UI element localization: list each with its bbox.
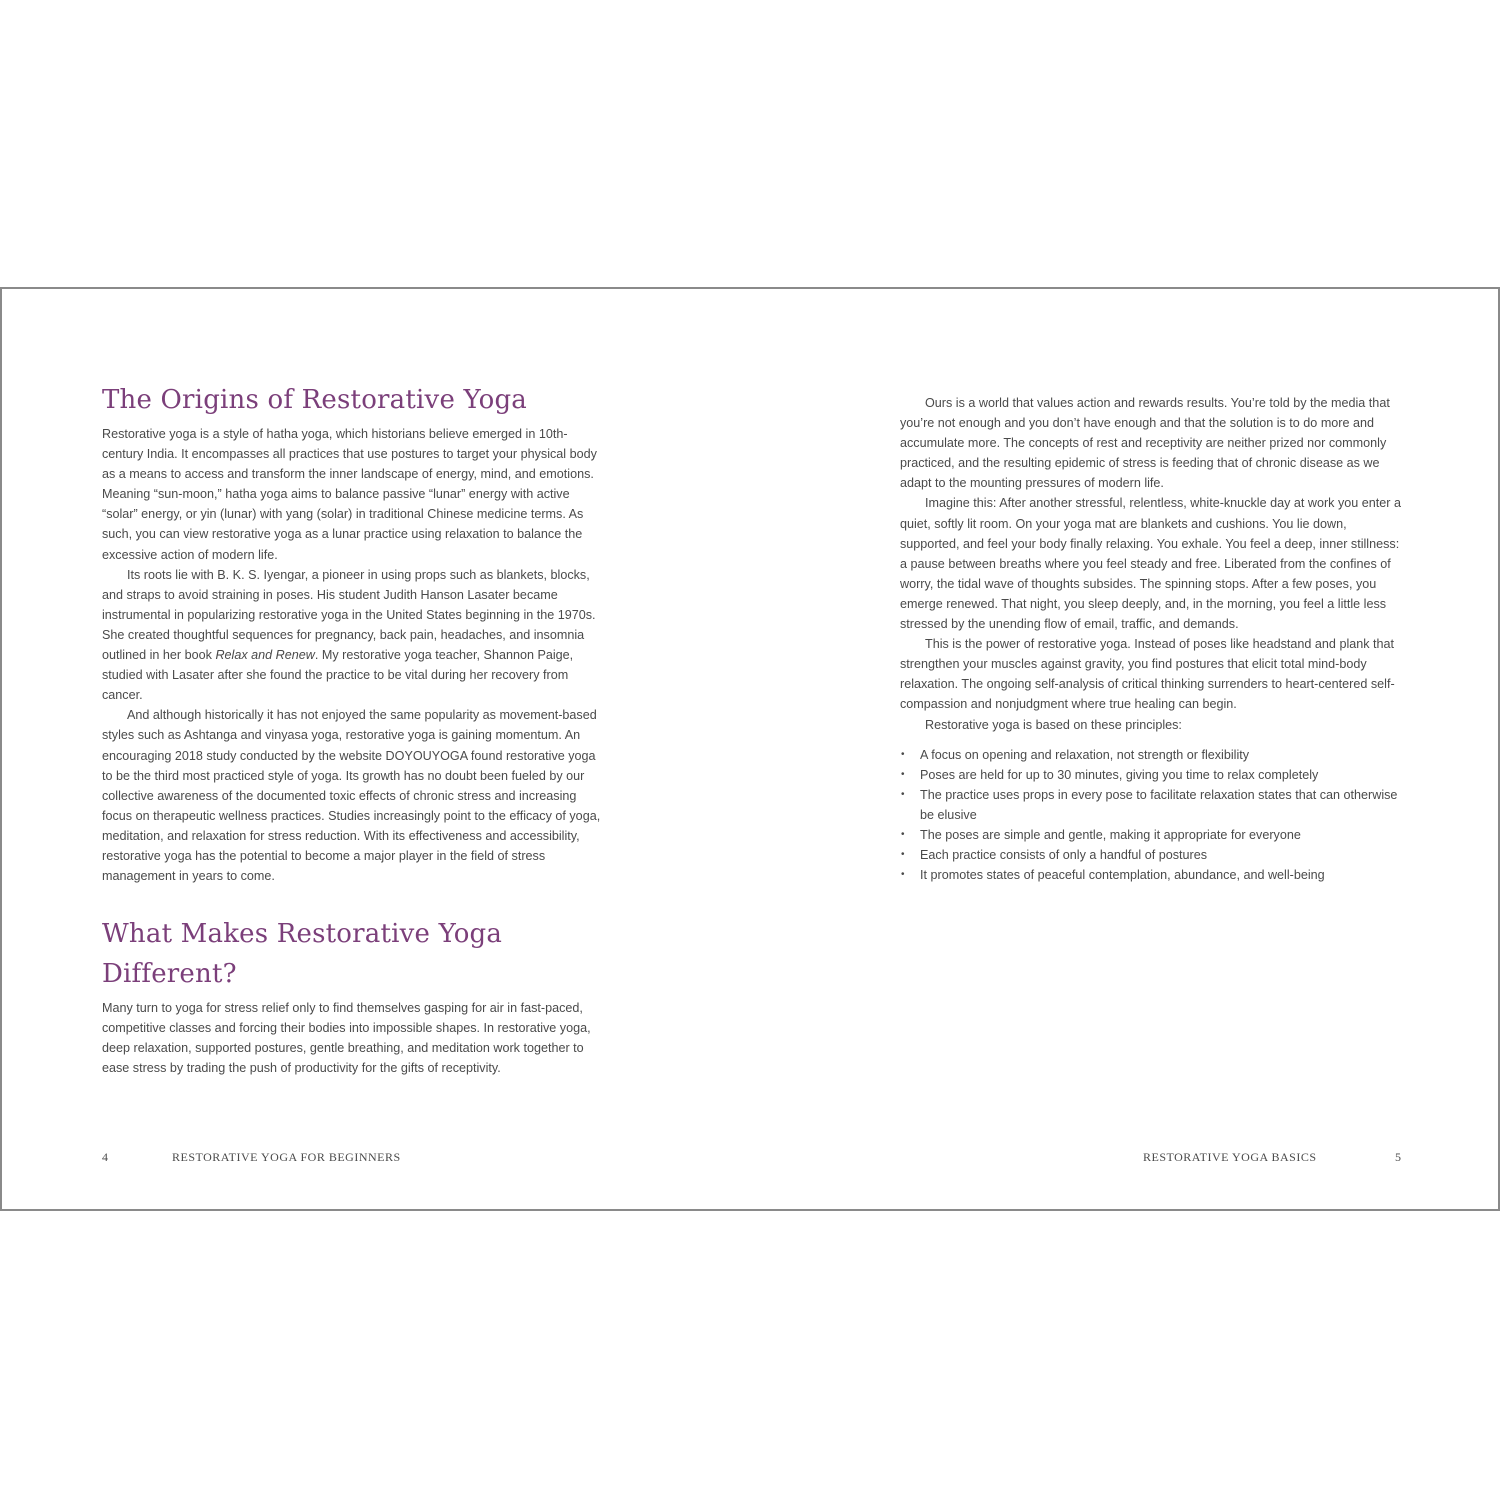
bullet-icon: • xyxy=(901,748,905,760)
principle-text: The practice uses props in every pose to facilitate relaxation states that can otherwise be elusive xyxy=(920,787,1398,822)
origins-section xyxy=(102,424,602,886)
heading-origins: The Origins of Restorative Yoga xyxy=(102,385,527,415)
principle-text: It promotes states of peaceful contemplation, abundance, and well-being xyxy=(920,868,1325,883)
bullet-icon: • xyxy=(901,828,905,840)
left-running-title: RESTORATIVE YOGA FOR BEGINNERS xyxy=(172,1150,401,1164)
bullet-icon: • xyxy=(901,788,905,800)
right-paragraph-2: Imagine this: After another stressful, relentless, white-knuckle day at work you enter a quiet, softly lit room. On your yoga mat are blankets and cushions. You lie down, supported, and feel your body finally relaxing. You exhale. You feel a deep, inner stillness: a pause between breaths where you feel steady and free. Liberated from the confines of worry, the tidal wave of thoughts subsides. The spinning stops. After a few poses, you emerge renewed. That night, you sleep deeply, and, in the morning, you feel a little less stressed by the unending flow of email, traffic, and demands. xyxy=(900,496,1401,632)
list-item xyxy=(900,765,1402,785)
principles-intro: Restorative yoga is based on these principles: xyxy=(925,717,1182,732)
right-section xyxy=(900,393,1402,885)
right-paragraph-3: This is the power of restorative yoga. Instead of poses like headstand and plank that strengthen your muscles against gravity, you find postures that elicit total mind-body relaxation. The ongoing self-analysis of critical thinking surrenders to heart-centered self-compassion and nonjudgment where true healing can begin. xyxy=(900,637,1395,712)
book-spread xyxy=(0,287,1500,1211)
book-title-relax-and-renew: Relax and Renew xyxy=(215,648,315,663)
origins-paragraph-2-text-end: . My restorative yoga teacher, Shannon Paige, studied with Lasater after she found the practice to be vital during her recovery from cancer. xyxy=(102,648,574,703)
right-paragraph-1: Ours is a world that values action and rewards results. You’re told by the media that you’re not enough and you don’t have enough and that the solution is to do more and accumulate more. The concepts of rest and receptivity are neither prized nor commonly practiced, and the resulting epidemic of stress is feeding that of chronic disease as we adapt to the mounting pressures of modern life. xyxy=(900,396,1390,491)
list-item xyxy=(900,865,1402,885)
right-running-title: RESTORATIVE YOGA BASICS xyxy=(1143,1150,1317,1164)
principle-text: Poses are held for up to 30 minutes, giving you time to relax completely xyxy=(920,767,1319,782)
list-item xyxy=(900,845,1402,865)
different-paragraph: Many turn to yoga for stress relief only to find themselves gasping for air in fast-paced, competitive classes and forcing their bodies into impossible shapes. In restorative yoga, deep relaxation, supported postures, gentle breathing, and meditation work together to ease stress by trading the push of productivity for the gifts of receptivity. xyxy=(102,1001,591,1076)
different-section xyxy=(102,998,602,1078)
origins-paragraph-3: And although historically it has not enjoyed the same popularity as movement-based styles such as Ashtanga and vinyasa yoga, restorative yoga is gaining momentum. An encouraging 2018 study conducted by the website DOYOUYOGA found restorative yoga to be the third most practiced style of yoga. Its growth has no doubt been fueled by our collective awareness of the documented toxic effects of chronic stress and increasing focus on therapeutic wellness practices. Studies increasingly point to the efficacy of yoga, meditation, and relaxation for stress reduction. With its effectiveness and accessibility, restorative yoga has the potential to become a major player in the field of stress management in years to come. xyxy=(102,708,601,884)
origins-paragraph-1: Restorative yoga is a style of hatha yoga, which historians believe emerged in 10th-century India. It encompasses all practices that use postures to target your physical body as a means to access and transform the inner landscape of energy, mind, and emotions. Meaning “sun-moon,” hatha yoga aims to balance passive “lunar” energy with active “solar” energy, or yin (lunar) with yang (solar) in traditional Chinese medicine terms. As such, you can view restorative yoga as a lunar practice using relaxation to balance the excessive action of modern life. xyxy=(102,427,597,562)
bullet-icon: • xyxy=(901,768,905,780)
right-page-number: 5 xyxy=(1395,1150,1402,1164)
list-item xyxy=(900,745,1402,765)
left-page-number: 4 xyxy=(102,1150,109,1164)
principle-text: A focus on opening and relaxation, not strength or flexibility xyxy=(920,747,1250,762)
origins-paragraph-2 xyxy=(102,565,602,706)
bullet-icon: • xyxy=(901,849,905,861)
heading-different: What Makes Restorative Yoga Different? xyxy=(102,919,503,989)
list-item xyxy=(900,825,1402,845)
list-item xyxy=(900,785,1402,825)
origins-paragraph-2-text: Its roots lie with B. K. S. Iyengar, a pioneer in using props such as blankets, blocks, and straps to avoid straining in poses. His student Judith Hanson Lasater became instrumental in popularizing restorative yoga in the United States beginning in the 1970s. She created thoughtful sequences for pregnancy, back pain, headaches, and insomnia outlined in her book xyxy=(102,567,596,663)
principle-text: Each practice consists of only a handful of postures xyxy=(920,848,1208,863)
principles-list xyxy=(900,745,1402,886)
principle-text: The poses are simple and gentle, making it appropriate for everyone xyxy=(920,827,1301,842)
bullet-icon: • xyxy=(901,869,905,881)
